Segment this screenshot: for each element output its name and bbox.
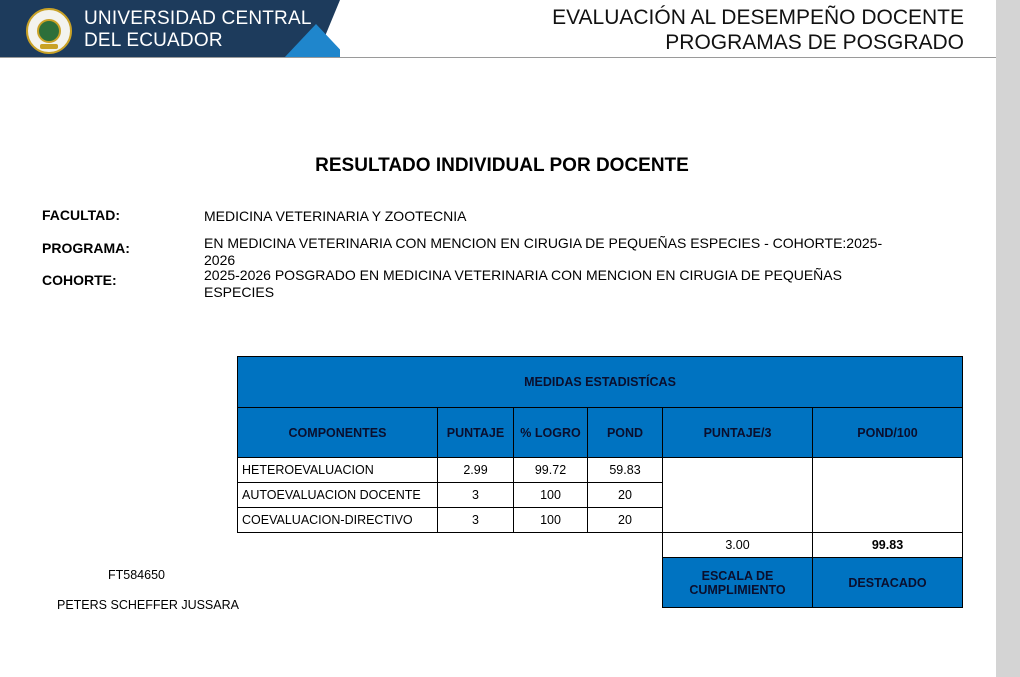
- escala-result: DESTACADO: [813, 558, 963, 608]
- docente-code: FT584650: [108, 568, 165, 582]
- row-componente: HETEROEVALUACION: [238, 458, 438, 483]
- programa-value: EN MEDICINA VETERINARIA CON MENCION EN CIRUGIA DE PEQUEÑAS ESPECIES - COHORTE:2025- 2026: [204, 235, 883, 268]
- header-puntaje: PUNTAJE: [438, 408, 514, 458]
- header-divider: [0, 57, 996, 58]
- table-title: MEDIDAS ESTADISTÍCAS: [238, 357, 963, 408]
- row-puntaje: 3: [438, 483, 514, 508]
- puntaje-3-cell: [663, 458, 813, 533]
- row-pond: 59.83: [588, 458, 663, 483]
- university-name: UNIVERSIDAD CENTRAL DEL ECUADOR: [84, 8, 312, 51]
- cohorte-label: COHORTE:: [42, 272, 117, 288]
- row-puntaje: 2.99: [438, 458, 514, 483]
- header-componentes: COMPONENTES: [238, 408, 438, 458]
- row-logro: 99.72: [514, 458, 588, 483]
- university-banner: [0, 0, 340, 58]
- header-pond-100: POND/100: [813, 408, 963, 458]
- totals-row: [238, 533, 963, 558]
- row-logro: 100: [514, 508, 588, 533]
- university-seal-icon: [26, 8, 72, 54]
- report-title: RESULTADO INDIVIDUAL POR DOCENTE: [315, 155, 689, 176]
- header-logro: % LOGRO: [514, 408, 588, 458]
- facultad-value: MEDICINA VETERINARIA Y ZOOTECNIA: [204, 208, 467, 224]
- row-pond: 20: [588, 508, 663, 533]
- programa-label: PROGRAMA:: [42, 240, 130, 256]
- facultad-label: FACULTAD:: [42, 207, 121, 223]
- cohorte-value: 2025-2026 POSGRADO EN MEDICINA VETERINARIA CON MENCION EN CIRUGIA DE PEQUEÑAS ESPECIES: [204, 267, 842, 300]
- row-componente: AUTOEVALUACION DOCENTE: [238, 483, 438, 508]
- pond-100-cell: [813, 458, 963, 533]
- total-puntaje-3: 3.00: [663, 533, 813, 558]
- total-pond-100: 99.83: [813, 533, 963, 558]
- docente-name: PETERS SCHEFFER JUSSARA: [57, 598, 239, 612]
- row-puntaje: 3: [438, 508, 514, 533]
- row-logro: 100: [514, 483, 588, 508]
- header-puntaje-3: PUNTAJE/3: [663, 408, 813, 458]
- statistics-table: [237, 356, 963, 608]
- escala-row: [238, 558, 963, 608]
- row-pond: 20: [588, 483, 663, 508]
- table-header-row: [238, 408, 963, 458]
- header-pond: POND: [588, 408, 663, 458]
- table-row: [238, 458, 963, 483]
- document-title: EVALUACIÓN AL DESEMPEÑO DOCENTE PROGRAMAS DE POSGRADO: [552, 6, 964, 54]
- page-header: [0, 0, 996, 58]
- escala-label: ESCALA DE CUMPLIMIENTO: [663, 558, 813, 608]
- row-componente: COEVALUACION-DIRECTIVO: [238, 508, 438, 533]
